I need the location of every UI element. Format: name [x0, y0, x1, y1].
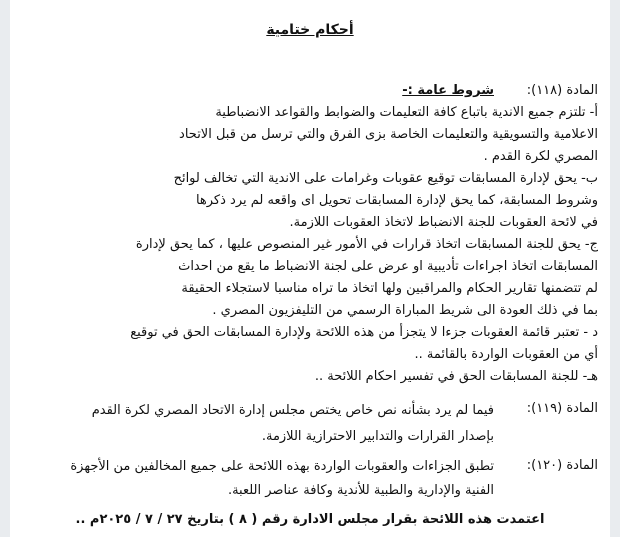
article-118-line: المسابقات اتخاذ اجراءات تأديبية او عرض على لجنة الانضباط ما يقع من احداث: [178, 259, 598, 274]
page-title: أحكام ختامية: [266, 22, 354, 38]
article-118-line: أي من العقوبات الواردة بالقائمة ..: [414, 347, 598, 362]
article-118-line: في لائحة العقوبات للجنة الانضباط لاتخاذ العقوبات اللازمة.: [289, 215, 598, 230]
article-119-line: فيما لم يرد بشأنه نص خاص يختص مجلس إدارة الاتحاد المصري لكرة القدم: [91, 403, 494, 418]
article-118-line: بما في ذلك العودة الى شريط المباراة الرسمي من التليفزيون المصري .: [212, 303, 598, 318]
approval-footer: اعتمدت هذه اللائحة بقرار مجلس الادارة رقم ( ٨ ) بتاريخ ٢٧ / ٧ / ٢٠٢٥م ..: [75, 512, 545, 527]
article-120-label: المادة (١٢٠):: [526, 458, 598, 473]
article-119-line: بإصدار القرارات والتدابير الاحترازية اللازمة.: [261, 429, 494, 444]
article-118-line: د - تعتبر قائمة العقوبات جزءا لا يتجزأ من هذه اللائحة ولإدارة المسابقات الحق في توقيع: [130, 325, 598, 340]
article-118-line: هـ- للجنة المسابقات الحق في تفسير احكام اللائحة ..: [314, 369, 598, 384]
article-119-label: المادة (١١٩):: [526, 401, 598, 416]
article-118-line: وشروط المسابقة، كما يحق لإدارة المسابقات تحويل اى واقعه لم يرد ذكرها: [195, 193, 598, 208]
article-118-line: أ- تلتزم جميع الاندية باتباع كافة التعليمات والضوابط والقواعد الانضباطية: [215, 105, 598, 120]
article-118-line: ج- يحق للجنة المسابقات اتخاذ قرارات في الأمور غير المنصوص عليها ، كما يحق لإدارة: [135, 237, 598, 252]
article-118-line: الاعلامية والتسويقية والتعليمات الخاصة بزى الفرق والتي ترسل من قبل الاتحاد: [179, 127, 598, 142]
article-118-heading: شروط عامة :-: [402, 83, 494, 98]
article-118-text: [22, 80, 494, 102]
article-118-line: ب- يحق لإدارة المسابقات توقيع عقوبات وغرامات على الاندية التي تخالف لوائح: [173, 171, 598, 186]
article-118-line: لم تتضمنها تقارير الحكام والمراقبين ولها اتخاذ ما تراه مناسبا لاستجلاء الحقيقة: [181, 281, 598, 296]
article-120-line: تطبق الجزاءات والعقوبات الواردة بهذه اللائحة على جميع المخالفين من الأجهزة: [70, 459, 494, 474]
article-118-line: المصري لكرة القدم .: [483, 149, 598, 164]
article-120-line: الفنية والإدارية والطبية للأندية وكافة عناصر اللعبة.: [227, 483, 494, 498]
article-118-label: المادة (١١٨):: [526, 83, 598, 98]
